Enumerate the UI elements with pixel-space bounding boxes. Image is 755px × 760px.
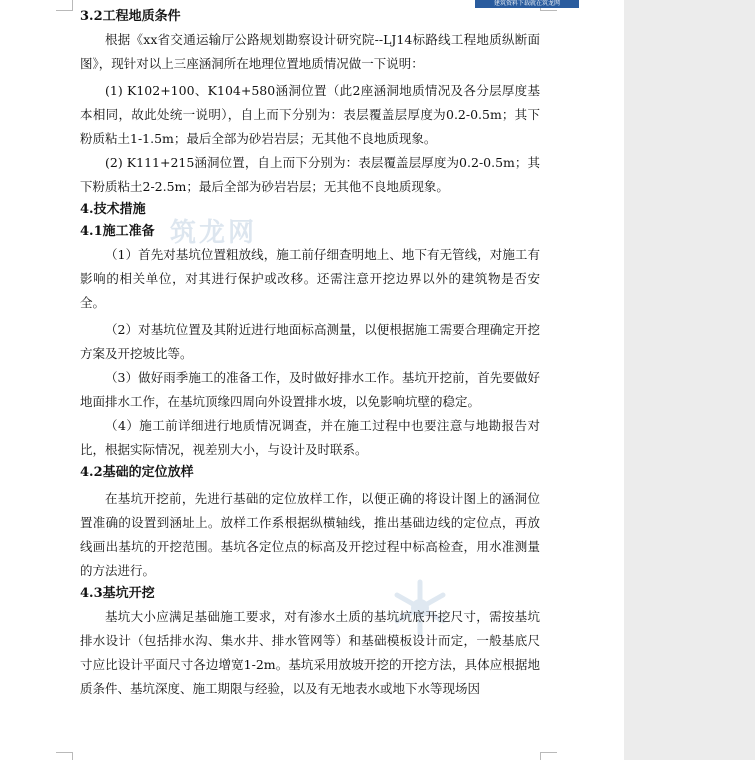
paragraph: （2）对基坑位置及其附近进行地面标高测量，以便根据施工需要合理确定开挖方案及开挖坡比等。 [80,322,540,361]
paragraph: （4）施工前详细进行地质情况调查，并在施工过程中也要注意与地勘报告对比，根据实际情况，视差别大小，与设计及时联系。 [80,418,540,457]
paragraph: （3）做好雨季施工的准备工作，及时做好排水工作。基坑开挖前，首先要做好地面排水工作，在基坑顶缘四周向外设置排水坡，以免影响坑壁的稳定。 [80,370,540,409]
paragraph: (2) K111+215涵洞位置，自上而下分别为：表层覆盖层厚度为0.2-0.5m；其下粉质粘土2-2.5m；最后全部为砂岩岩层；无其他不良地质现象。 [80,155,540,194]
page-corner-mark [56,752,73,760]
viewer-background [624,0,755,760]
page-corner-mark [56,0,73,11]
heading-4-1: 4.1施工准备 [80,224,155,239]
page-corner-mark [540,752,557,760]
paragraph: （1）首先对基坑位置粗放线，施工前仔细查明地上、地下有无管线，对施工有影响的相关单位，对其进行保护或改移。还需注意开挖边界以外的建筑物是否安全。 [80,247,540,310]
document-body [80,6,540,701]
paragraph: 在基坑开挖前，先进行基础的定位放样工作，以便正确的将设计图上的涵洞位置准确的设置到涵址上。放样工作系根据纵横轴线，推出基础边线的定位点，再放线画出基坑的开挖范围。基坑各定位点的标高及开挖过程中标高检查，用水准测量的方法进行。 [80,491,540,578]
paragraph: 基坑大小应满足基础施工要求，对有渗水土质的基坑坑底开挖尺寸，需按基坑排水设计（包括排水沟、集水井、排水管网等）和基础模板设计而定，一般基底尺寸应比设计平面尺寸各边增宽1-2m。基坑采用放坡开挖的开挖方法，具体应根据地质条件、基坑深度、施工期限与经验，以及有无地表水或地下水等现场因 [80,609,540,696]
paragraph: 根据《xx省交通运输厅公路规划勘察设计研究院--LJ14标路线工程地质纵断面图》，现针对以上三座涵洞所在地理位置地质情况做一下说明： [80,32,540,71]
heading-4: 4.技术措施 [80,202,146,217]
heading-4-3: 4.3基坑开挖 [80,586,155,601]
heading-4-2: 4.2基础的定位放样 [80,465,194,480]
site-banner[interactable]: 建筑资料下载就在筑龙网 [475,0,579,8]
heading-3-2: 3.2工程地质条件 [80,9,181,24]
watermark-text: 筑龙网 [170,218,258,248]
paragraph: (1) K102+100、K104+580涵洞位置（此2座涵洞地质情况及各分层厚度基本相同，故此处统一说明），自上而下分别为：表层覆盖层厚度为0.2-0.5m；其下粉质粘土1-1.5m；最后全部为砂岩岩层；无其他不良地质现象。 [80,83,540,146]
